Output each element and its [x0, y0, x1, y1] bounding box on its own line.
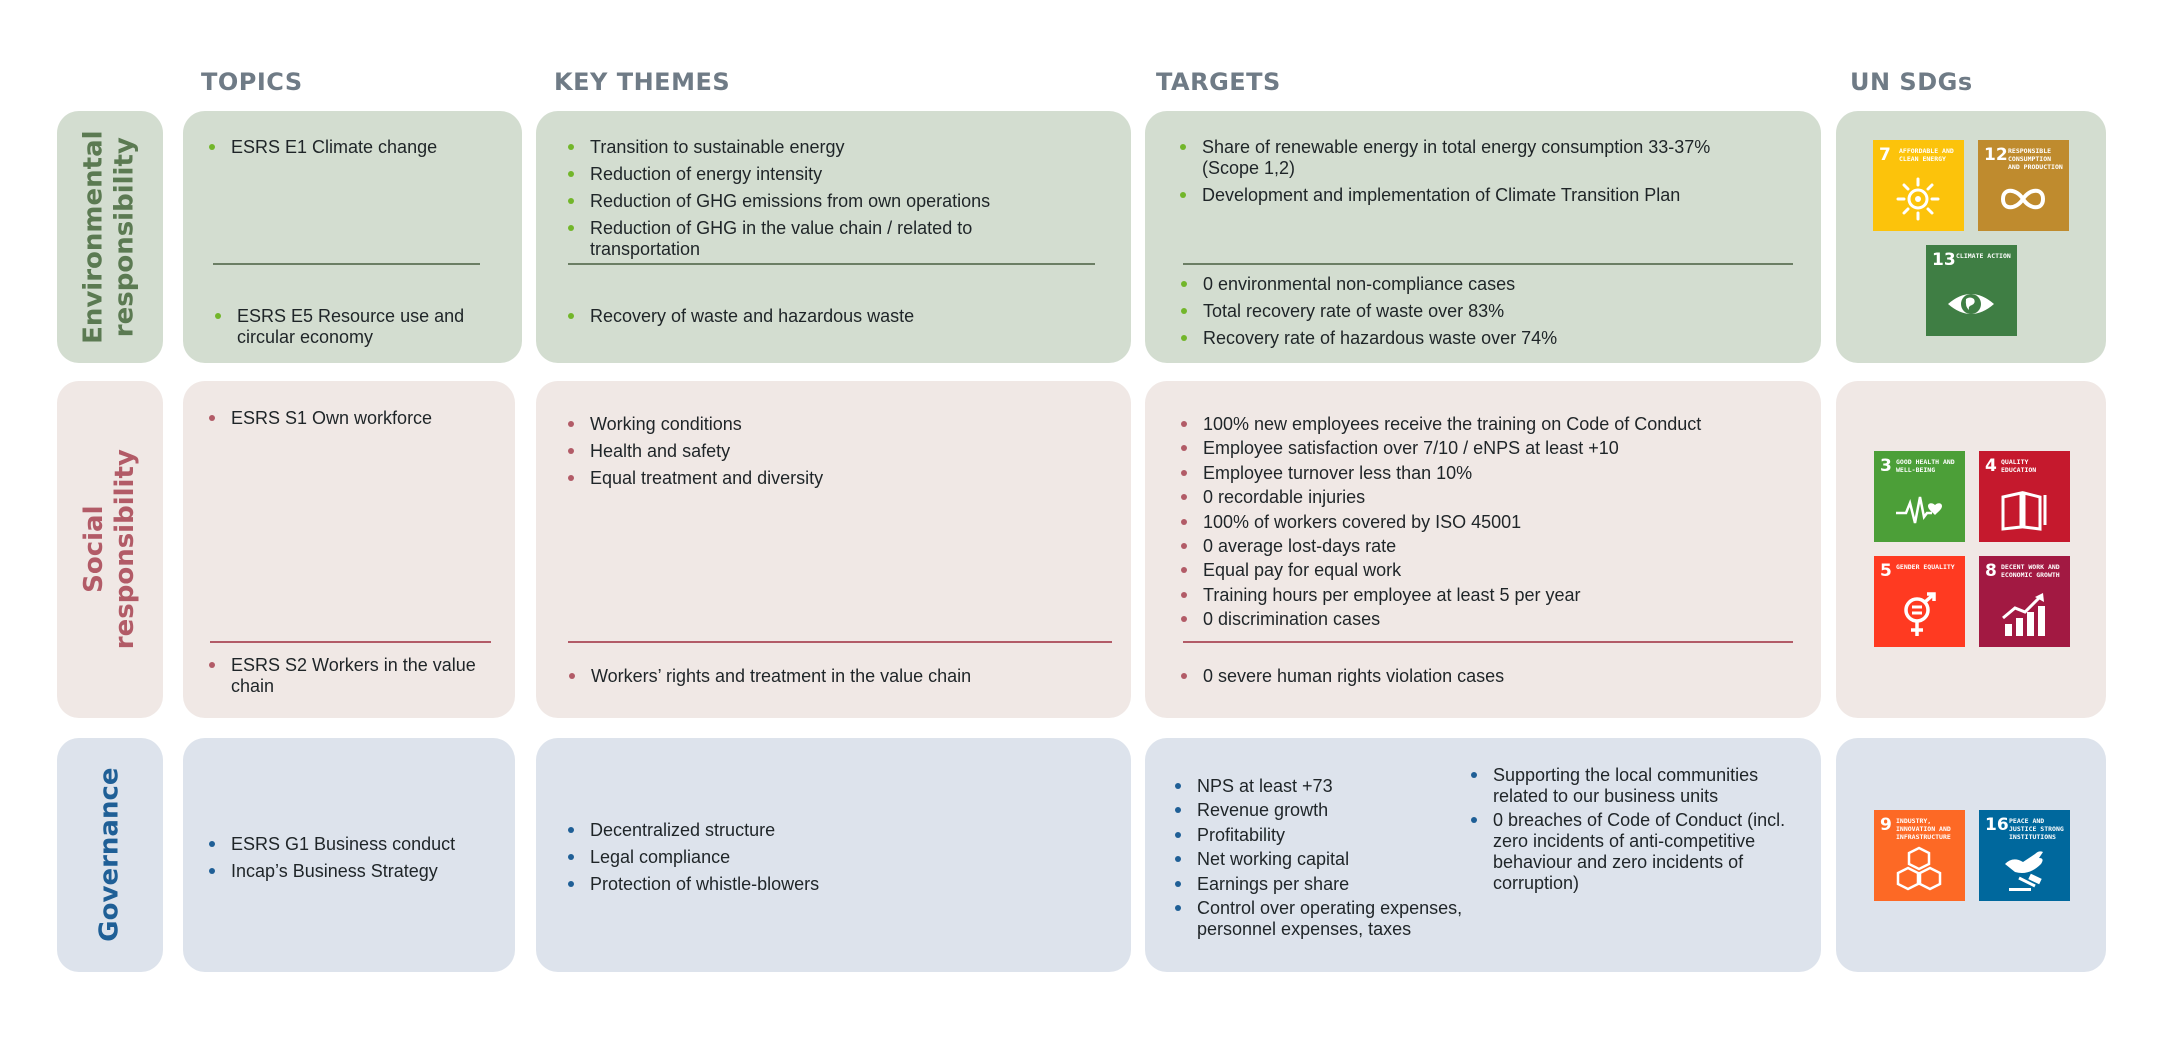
sdg-number: 4: [1985, 456, 1997, 476]
sdg-number: 12: [1984, 145, 2008, 165]
sdg-number: 16: [1985, 815, 2009, 835]
governance-topics-list: [205, 834, 505, 888]
environmental-label-line2: responsibility: [110, 136, 141, 338]
divider: [1183, 641, 1793, 643]
list-item: Protection of whistle-blowers: [564, 874, 1084, 895]
sdg-label: RESPONSIBLE CONSUMPTION AND PRODUCTION: [2008, 147, 2063, 171]
governance-themes-cell: [536, 738, 1131, 972]
header-topics: TOPICS: [201, 68, 303, 96]
sdg-7-tile: [1873, 140, 1964, 231]
sdg-number: 7: [1879, 145, 1891, 165]
header-key-themes: KEY THEMES: [554, 68, 731, 96]
list-item: ESRS E5 Resource use and circular economy: [211, 306, 501, 348]
social-topics-list-b: [205, 655, 495, 703]
sdg-label: PEACE AND JUSTICE STRONG INSTITUTIONS: [2009, 817, 2064, 841]
list-item: Working conditions: [564, 414, 1084, 435]
environmental-topics-list-a: [205, 137, 505, 164]
list-item: 100% of workers covered by ISO 45001: [1177, 512, 1797, 533]
list-item: ESRS S2 Workers in the value chain: [205, 655, 495, 697]
list-item: NPS at least +73: [1171, 776, 1471, 797]
governance-row-label: [57, 738, 163, 972]
list-item: 100% new employees receive the training on Code of Conduct: [1177, 414, 1797, 435]
governance-themes-list: [564, 820, 1084, 901]
sdg-16-tile: [1979, 810, 2070, 901]
list-item: ESRS E1 Climate change: [205, 137, 505, 158]
sdg-number: 8: [1985, 561, 1997, 581]
eye-globe-icon: [1946, 281, 1996, 327]
list-item: Decentralized structure: [564, 820, 1084, 841]
social-targets-cell: [1145, 381, 1821, 718]
sdg-label: AFFORDABLE AND CLEAN ENERGY: [1899, 147, 1954, 163]
governance-label: Governance: [94, 767, 125, 943]
environmental-topics-cell: [183, 111, 522, 363]
divider: [568, 263, 1095, 265]
list-item: Employee satisfaction over 7/10 / eNPS at least +10: [1177, 438, 1797, 459]
growth-chart-icon: [1999, 592, 2049, 638]
governance-targets-list-left: [1171, 776, 1471, 943]
list-item: Total recovery rate of waste over 83%: [1177, 301, 1767, 322]
environmental-targets-list-a: [1176, 137, 1766, 212]
divider: [210, 641, 491, 643]
environmental-themes-list-b: [564, 306, 1084, 333]
environmental-targets-list-b: [1177, 274, 1767, 355]
sdg-5-tile: [1874, 556, 1965, 647]
list-item: 0 average lost-days rate: [1177, 536, 1797, 557]
social-themes-list-b: [565, 666, 1105, 693]
social-themes-list-a: [564, 414, 1084, 495]
divider: [1183, 263, 1793, 265]
sdg-label: DECENT WORK AND ECONOMIC GROWTH: [2001, 563, 2060, 579]
social-label-line1: Social: [78, 505, 109, 594]
governance-targets-cell: [1145, 738, 1821, 972]
social-themes-cell: [536, 381, 1131, 718]
list-item: Control over operating expenses, personnel expenses, taxes: [1171, 898, 1471, 940]
sdg-label: GENDER EQUALITY: [1896, 563, 1955, 571]
list-item: 0 discrimination cases: [1177, 609, 1797, 630]
gender-icon: [1894, 592, 1944, 638]
infinity-icon: [1998, 176, 2048, 222]
list-item: 0 breaches of Code of Conduct (incl. zero incidents of anti-competitive behaviour and zero incidents of corruption): [1467, 810, 1797, 894]
list-item: Development and implementation of Climate Transition Plan: [1176, 185, 1766, 206]
list-item: Training hours per employee at least 5 per year: [1177, 585, 1797, 606]
list-item: Earnings per share: [1171, 874, 1471, 895]
list-item: 0 environmental non-compliance cases: [1177, 274, 1767, 295]
list-item: Employee turnover less than 10%: [1177, 463, 1797, 484]
list-item: Reduction of GHG emissions from own operations: [564, 191, 1084, 212]
sdg-number: 13: [1932, 250, 1956, 270]
list-item: Workers’ rights and treatment in the value chain: [565, 666, 1105, 687]
list-item: Legal compliance: [564, 847, 1084, 868]
list-item: ESRS G1 Business conduct: [205, 834, 505, 855]
list-item: Recovery rate of hazardous waste over 74%: [1177, 328, 1767, 349]
list-item: Net working capital: [1171, 849, 1471, 870]
environmental-targets-cell: [1145, 111, 1821, 363]
list-item: Incap’s Business Strategy: [205, 861, 505, 882]
sdg-8-tile: [1979, 556, 2070, 647]
sdg-4-tile: [1979, 451, 2070, 542]
sdg-label: INDUSTRY, INNOVATION AND INFRASTRUCTURE: [1896, 817, 1951, 841]
sdg-label: QUALITY EDUCATION: [2001, 458, 2037, 474]
sdg-3-tile: [1874, 451, 1965, 542]
environmental-label-line1: Environmental: [78, 130, 109, 344]
list-item: Reduction of energy intensity: [564, 164, 1084, 185]
sdg-number: 3: [1880, 456, 1892, 476]
social-targets-list-b: [1177, 666, 1767, 693]
governance-topics-cell: [183, 738, 515, 972]
list-item: Profitability: [1171, 825, 1471, 846]
list-item: Revenue growth: [1171, 800, 1471, 821]
sun-icon: [1893, 176, 1943, 222]
social-row-label: [57, 381, 163, 718]
environmental-topics-list-b: [211, 306, 501, 354]
sdg-number: 9: [1880, 815, 1892, 835]
list-item: Supporting the local communities related to our business units: [1467, 765, 1797, 807]
header-targets: TARGETS: [1156, 68, 1281, 96]
list-item: Recovery of waste and hazardous waste: [564, 306, 1084, 327]
social-label-line2: responsibility: [110, 449, 140, 650]
list-item: Transition to sustainable energy: [564, 137, 1084, 158]
list-item: Reduction of GHG in the value chain / related to transportation: [564, 218, 1084, 260]
divider: [213, 263, 480, 265]
environmental-row-label: [57, 111, 163, 363]
list-item: Equal treatment and diversity: [564, 468, 1084, 489]
list-item: Equal pay for equal work: [1177, 560, 1797, 581]
environmental-themes-cell: [536, 111, 1131, 363]
environmental-sdgs-cell: [1836, 111, 2106, 363]
list-item: Share of renewable energy in total energy consumption 33-37% (Scope 1,2): [1176, 137, 1766, 179]
heartbeat-icon: [1894, 487, 1944, 533]
governance-targets-list-right: [1467, 765, 1797, 898]
cubes-icon: [1894, 846, 1944, 892]
sdg-number: 5: [1880, 561, 1892, 581]
governance-sdgs-cell: [1836, 738, 2106, 972]
header-un-sdgs: UN SDGs: [1850, 68, 1973, 96]
sdg-12-tile: [1978, 140, 2069, 231]
dove-gavel-icon: [1999, 846, 2049, 892]
divider: [568, 641, 1112, 643]
list-item: Health and safety: [564, 441, 1084, 462]
sdg-label: GOOD HEALTH AND WELL-BEING: [1896, 458, 1955, 474]
environmental-themes-list-a: [564, 137, 1084, 266]
book-icon: [1999, 487, 2049, 533]
social-sdgs-cell: [1836, 381, 2106, 718]
sdg-9-tile: [1874, 810, 1965, 901]
list-item: ESRS S1 Own workforce: [205, 408, 505, 429]
list-item: 0 severe human rights violation cases: [1177, 666, 1767, 687]
sdg-13-tile: [1926, 245, 2017, 336]
sdg-label: CLIMATE ACTION: [1956, 252, 2011, 260]
social-topics-list-a: [205, 408, 505, 435]
list-item: 0 recordable injuries: [1177, 487, 1797, 508]
social-topics-cell: [183, 381, 515, 718]
social-targets-list-a: [1177, 414, 1797, 634]
